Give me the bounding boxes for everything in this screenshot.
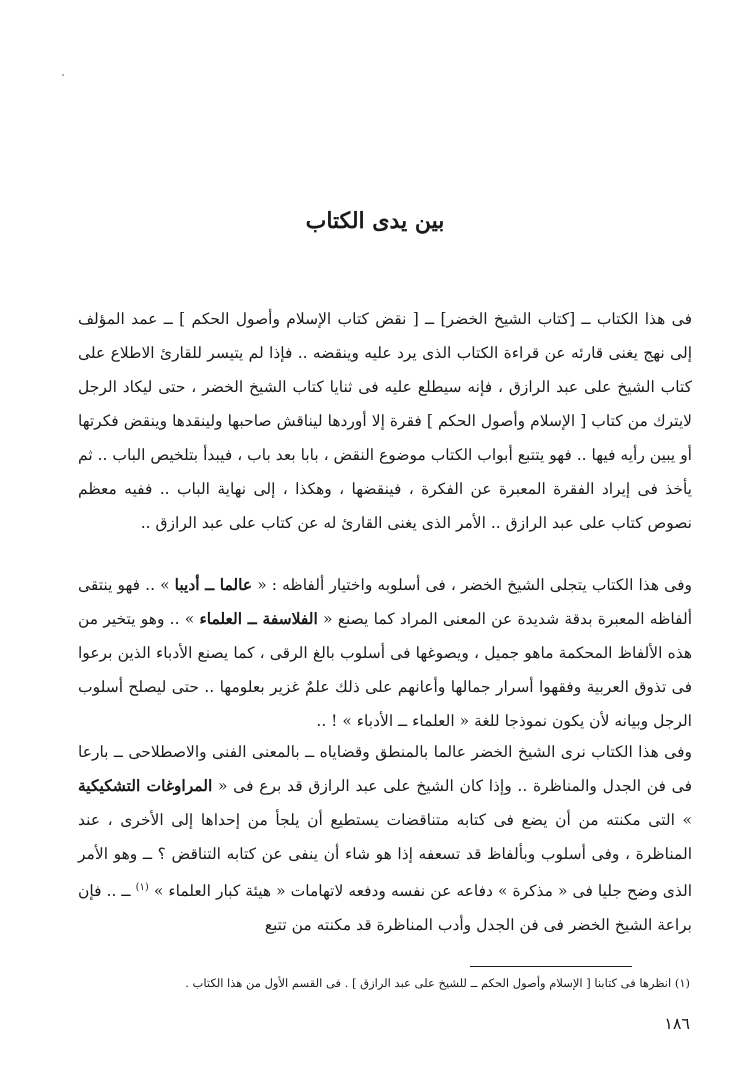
paragraph-2 bbox=[78, 568, 692, 738]
footnote-marker[interactable]: (١) bbox=[135, 882, 149, 893]
paragraph-3-text-c: » التى مكنته من أن يضع فى كتابه متناقضات يستطيع أن يلجأ من إحداها إلى الأخرى ، عند المناظرة ، وفى أسلوب وبألفاظ قد تسعفه إذا هو شاء أن ينفى عن كتابه التناقض ؟ ــ وهو الأمر الذى وضح جليا فى « مذكرة » دفاعه عن نفسه ودفعه لاتهامات « هيئة كبار العلماء » bbox=[78, 811, 693, 901]
paragraph-2-text-c: » .. فهو ينتقى ألفاظه المعبرة بدقة شديدة عن المعنى المراد كما يصنع « bbox=[78, 576, 693, 628]
paragraph-2-text-e: » .. وهو يتخير من هذه الألفاظ المحكمة ماهو جميل ، ويصوغها فى أسلوب بالغ الرقى ، كما يصنع الأدباء الذين برعوا فى تذوق العربية وفقهوا أسرار جمالها وأعانهم على ذلك علمٌ غزير بعلومها .. حتى ليصلح أسلوب الرجل وبيانه لأن يكون نموذجا للغة « العلماء ــ الأدباء » ! .. bbox=[78, 610, 692, 730]
footnote-divider bbox=[470, 966, 632, 967]
footnote: (١) انظرها فى كتابنا [ الإسلام وأصول الحكم ــ للشيخ على عبد الرازق ] . فى القسم الأول من هذا الكتاب . bbox=[185, 976, 690, 990]
scan-speck bbox=[62, 74, 64, 76]
page-number: ١٨٦ bbox=[664, 1014, 690, 1033]
paragraph-3-text-d: ــ .. فإن براعة الشيخ الخضر فى فن الجدل وأدب المناظرة قد مكنته من تتبع bbox=[78, 882, 692, 935]
paragraph-2-bold-d: الفلاسفة ــ العلماء bbox=[199, 609, 318, 628]
paragraph-3 bbox=[78, 735, 692, 942]
paragraph-3-bold-b: المراوغات التشكيكية bbox=[78, 776, 213, 795]
paragraph-3-text-a: وفى هذا الكتاب نرى الشيخ الخضر عالما بالمنطق وقضاياه ــ بالمعنى الفنى والاصطلاحى ــ بارعا فى فن الجدل والمناظرة .. وإذا كان الشيخ على عبد الرازق قد برع فى « bbox=[78, 743, 692, 795]
page-title: بين يدى الكتاب bbox=[305, 208, 445, 234]
paragraph-2-bold-a: عالما ــ أديبا bbox=[174, 575, 253, 594]
paragraph-2-text-a: وفى هذا الكتاب يتجلى الشيخ الخضر ، فى أسلوبه واختيار ألفاظه : « bbox=[257, 576, 692, 594]
paragraph-1: فى هذا الكتاب ــ [كتاب الشيخ الخضر] ــ [ نقض كتاب الإسلام وأصول الحكم ] ــ عمد المؤلف إلى نهج يغنى قارئه عن قراءة الكتاب الذى يرد عليه وينقضه .. فإذا لم يتيسر للقارئ الاطلاع على كتاب الشيخ على عبد الرازق ، فإنه سيطلع عليه فى ثنايا كتاب الشيخ الخضر ، حتى ليكاد الرجل لايترك من كتاب [ الإسلام وأصول الحكم ] فقرة إلا أوردها ليناقش صاحبها ولينقدها وينقض فكرتها أو يبين رأيه فيها .. فهو يتتبع أبواب الكتاب موضوع النقض ، بابا بعد باب ، فيبدأ بتلخيص الباب .. ثم يأخذ فى إيراد الفقرة المعبرة عن الفكرة ، فينقضها ، وهكذا ، إلى نهاية الباب .. ففيه معظم نصوص كتاب على عبد الرازق .. الأمر الذى يغنى القارئ له عن كتاب على عبد الرازق .. bbox=[78, 310, 692, 532]
